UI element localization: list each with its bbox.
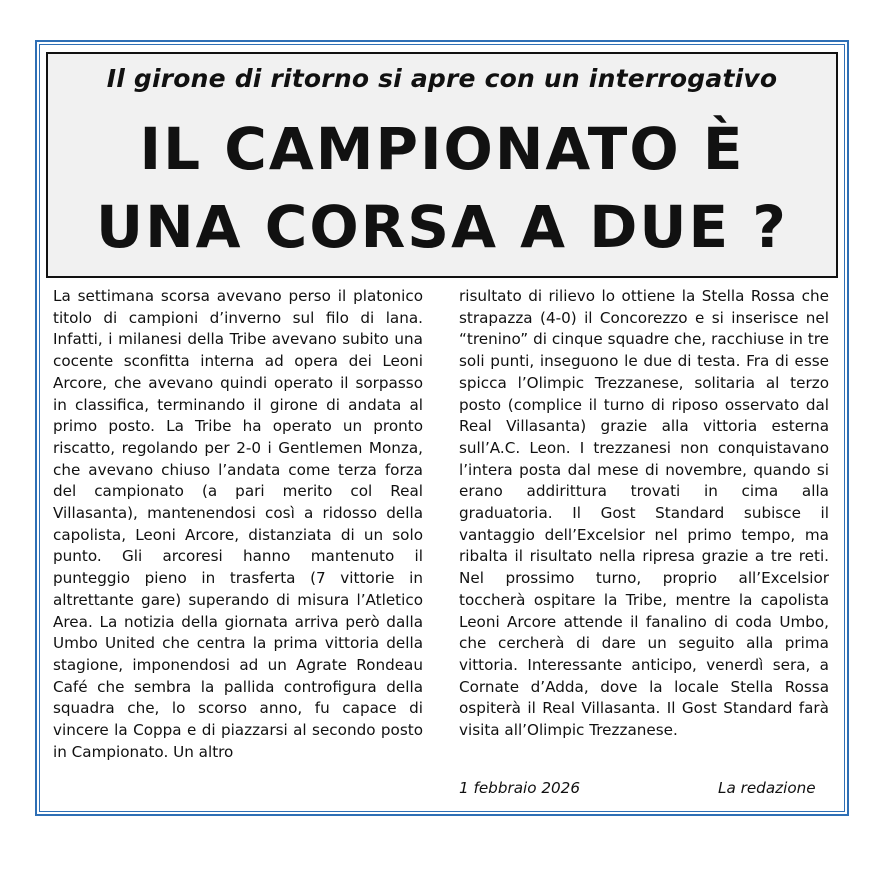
article-date: 1 febbraio 2026 (459, 779, 581, 797)
article-column-left (53, 286, 423, 763)
article-column-right (459, 286, 829, 742)
headline-line-1: IL CAMPIONATO È (139, 115, 745, 183)
headline-box (46, 52, 838, 278)
article-subtitle: Il girone di ritorno si apre con un interrogativo (106, 64, 778, 93)
article-headline (48, 110, 836, 266)
article-body-right: risultato di rilievo lo ottiene la Stella Rossa che strapazza (4-0) il Concorezzo e si inserisce nel “trenino” di cinque squadre che, racchiuse in tre soli punti, inseguono le due di testa. Fra di esse spicca l’Olimpic Trezzanese, solitaria al terzo posto (complice il turno di riposo osservato dal Real Villasanta) grazie alla vittoria esterna sull’A.C. Leon. I trezzanesi non conquistavano l’intera posta dal mese di novembre, quando si erano addirittura trovati in cima alla graduatoria. Il Gost Standard subisce il vantaggio dell’Excelsior nel primo tempo, ma ribalta il risultato nella ripresa grazie a tre reti. Nel prossimo turno, proprio all’Excelsior toccherà ospitare la Tribe, mentre la capolista Leoni Arcore attende il fanalino di coda Umbo, che cercherà di dare un seguito alla prima vittoria. Interessante anticipo, venerdì sera, a Cornate d’Adda, dove la locale Stella Rossa ospiterà il Real Villasanta. Il Gost Standard farà visita all’Olimpic Trezzanese. (459, 287, 829, 740)
article-body-left: La settimana scorsa avevano perso il platonico titolo di campioni d’inverno sul filo di lana. Infatti, i milanesi della Tribe avevano subito una cocente sconfitta interna ad opera dei Leoni Arcore, che avevano quindi operato il sorpasso in classifica, terminando il girone di andata al primo posto. La Tribe ha operato un pronto riscatto, regolando per 2-0 i Gentlemen Monza, che avevano chiuso l’andata come terza forza del campionato (a pari merito col Real Villasanta), mantenendosi così a ridosso della capolista, Leoni Arcore, distanziata di un solo punto. Gli arcoresi hanno mantenuto il punteggio pieno in trasferta (7 vittorie in altrettante gare) superando di misura l’Atletico Area. La notizia della giornata arriva però dalla Umbo United che centra la prima vittoria della stagione, imponendosi ad un Agrate Rondeau Café che sembra la pallida controfigura della squadra che, lo scorso anno, fu capace di vincere la Coppa e di piazzarsi al secondo posto in Campionato. Un altro (53, 287, 423, 761)
article-author: La redazione (718, 779, 816, 797)
headline-line-2: UNA CORSA A DUE ? (96, 193, 788, 261)
